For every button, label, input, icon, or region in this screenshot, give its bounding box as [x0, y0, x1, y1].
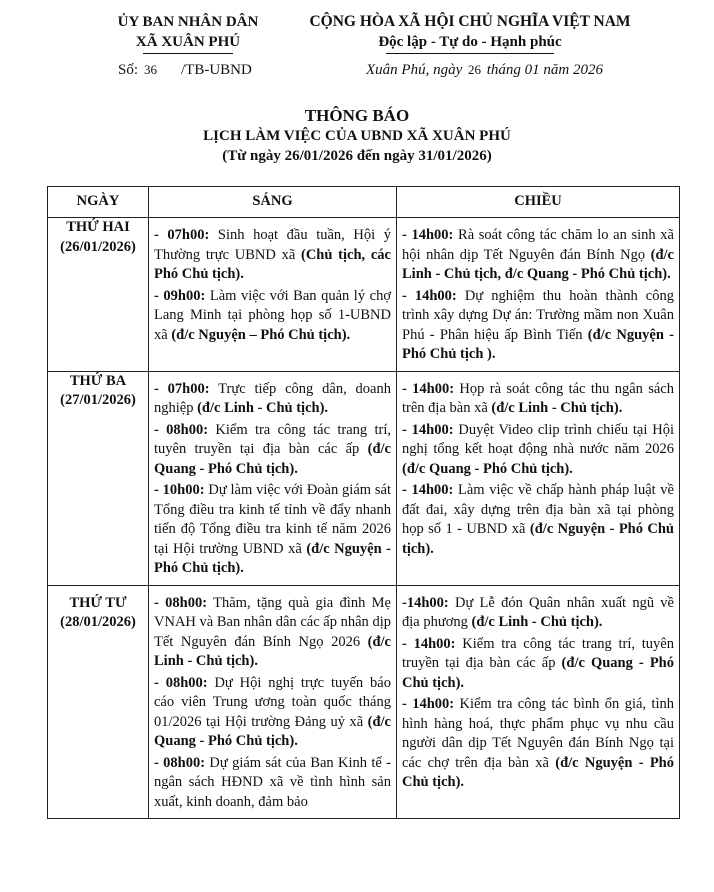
- item-time: - 10h00:: [154, 482, 205, 498]
- item-responsible: (đ/c Quang - Phó Chủ tịch).: [154, 441, 391, 477]
- item-responsible: (đ/c Nguyện – Phó Chủ tịch).: [171, 326, 351, 343]
- number-value: 36: [144, 62, 158, 77]
- schedule-item: [154, 754, 391, 813]
- item-text: Họp rà soát công tác thu ngân sách trên địa bàn xã: [402, 380, 674, 416]
- national-heading: [284, 12, 656, 54]
- item-time: - 09h00:: [154, 287, 206, 304]
- date-day: 26: [467, 62, 481, 77]
- item-text: Thăm, tặng quà gia đình Mẹ VNAH và Ban nhân dân các ấp nhân dịp Tết Nguyên đán Bính Ngọ 2026: [154, 594, 391, 650]
- table-row: [48, 585, 680, 819]
- day-cell: [48, 371, 149, 585]
- afternoon-cell: [397, 218, 680, 372]
- item-responsible: (đ/c Quang - Phó Chủ tịch).: [402, 460, 573, 477]
- item-time: - 14h00:: [402, 421, 454, 438]
- schedule-item: [402, 635, 674, 694]
- day-cell: [48, 585, 149, 819]
- number-label: Số:: [118, 62, 139, 78]
- date-month-year: tháng 01 năm 2026: [486, 62, 603, 78]
- schedule-item: [154, 481, 391, 579]
- motto-underline: [386, 53, 554, 54]
- item-text: Duyệt Video clip trình chiếu tại Hội nghị tổng kết hoạt động nhà nước năm 2026: [402, 421, 674, 457]
- document-title: [0, 106, 714, 166]
- item-time: - 07h00:: [154, 380, 210, 397]
- national-motto: Độc lập - Tự do - Hạnh phúc: [378, 34, 562, 50]
- item-time: - 14h00:: [402, 696, 455, 712]
- item-text: Kiểm tra công tác bình ổn giá, tình hình hàng hoá, thực phẩm phục vụ nhu cầu người dân dịp Tết Nguyên đán Bính Ngọ tại các chợ trên địa bàn xã: [402, 696, 674, 771]
- schedule-item: [154, 594, 391, 672]
- item-time: - 08h00:: [154, 594, 208, 611]
- day-date: (26/01/2026): [60, 238, 136, 255]
- day-date: (28/01/2026): [60, 614, 136, 630]
- item-text: Kiểm tra công tác trang trí, tuyên truyền tại địa bàn các ấp: [154, 421, 391, 457]
- schedule-item: [402, 481, 674, 559]
- item-time: - 14h00:: [402, 227, 454, 243]
- number-code: /TB-UBND: [181, 62, 252, 78]
- item-text: Dự giám sát của Ban Kinh tế - ngân sách HĐND xã về tình hình sản xuất, kinh doanh, đảm bảo: [154, 754, 391, 810]
- item-responsible: (đ/c Linh - Chủ tịch).: [491, 400, 623, 416]
- item-time: - 14h00:: [402, 635, 456, 652]
- item-time: - 14h00:: [402, 482, 454, 498]
- schedule-item: [402, 695, 674, 793]
- item-text: Dự nghiệm thu hoàn thành công trình xây dựng Dự án: Trường mầm non Xuân Phú - Phân hiệu ấp Bình Tiến: [402, 287, 674, 343]
- authority-line-1: ỦY BAN NHÂN DÂN: [117, 14, 259, 30]
- header-afternoon: CHIỀU: [397, 187, 680, 218]
- document-number: [118, 62, 252, 79]
- morning-cell: [149, 218, 397, 372]
- authority-underline: [143, 53, 233, 54]
- item-text: Dự Hội nghị trực tuyến báo cáo viên Trung ương toàn quốc tháng 01/2026 tại Hội trường Đảng uỷ xã: [154, 674, 391, 730]
- morning-cell: [149, 371, 397, 585]
- item-time: - 08h00:: [154, 421, 209, 438]
- item-responsible: (đ/c Linh - Chủ tịch).: [471, 614, 603, 630]
- title-date-range: (Từ ngày 26/01/2026 đến ngày 31/01/2026): [222, 148, 492, 164]
- item-text: Dự Lễ đón Quân nhân xuất ngũ về địa phương: [402, 594, 674, 630]
- item-text: Làm việc với Ban quản lý chợ Lang Minh tại phòng họp số 1-UBND xã: [154, 287, 391, 343]
- schedule-item: [402, 226, 674, 285]
- date-prefix: Xuân Phú, ngày: [366, 62, 463, 78]
- day-name: THỨ TƯ: [69, 594, 127, 611]
- schedule-item: [154, 380, 391, 419]
- country-name: CỘNG HÒA XÃ HỘI CHỦ NGHĨA VIỆT NAM: [309, 13, 631, 30]
- schedule-item: [402, 594, 674, 633]
- item-text: Trực tiếp công dân, doanh nghiệp: [154, 380, 391, 416]
- header-day: NGÀY: [48, 187, 149, 218]
- item-responsible: (đ/c Nguyện - Phó Chủ tịch).: [154, 540, 391, 576]
- morning-cell: [149, 585, 397, 819]
- schedule-item: [154, 226, 391, 285]
- day-name: THỨ BA: [69, 372, 127, 389]
- schedule-item: [402, 421, 674, 480]
- item-text: Làm việc về chấp hành pháp luật về đất đai, xây dựng trên địa bàn xã tại phòng họp số 1 - UBND xã: [402, 482, 674, 537]
- schedule-item: [402, 380, 674, 419]
- document-date: [366, 62, 603, 79]
- table-row: [48, 218, 680, 372]
- item-text: Sinh hoạt đầu tuần, Hội ý Thường trực UBND xã: [154, 227, 391, 263]
- schedule-item: [154, 674, 391, 752]
- item-text: Rà soát công tác chăm lo an sinh xã hội nhân dịp Tết Nguyên đán Bính Ngọ: [402, 227, 674, 263]
- issuing-authority: [88, 12, 288, 54]
- item-responsible: (đ/c Linh - Chủ tịch).: [197, 400, 329, 416]
- title-main: THÔNG BÁO: [304, 106, 410, 125]
- item-time: - 08h00:: [154, 754, 206, 771]
- day-cell: [48, 218, 149, 372]
- item-text: Dự làm việc với Đoàn giám sát Tổng điều tra kinh tế tỉnh về đẩy nhanh tiến độ Tổng điều tra kinh tế năm 2026 tại Hội trường UBND xã: [154, 482, 391, 557]
- schedule-item: [402, 287, 674, 365]
- item-responsible: (đ/c Quang - Phó Chủ tịch).: [154, 713, 391, 749]
- table-row: [48, 371, 680, 585]
- schedule-item: [154, 421, 391, 480]
- header-morning: SÁNG: [149, 187, 397, 218]
- item-responsible: (đ/c Linh - Chủ tịch).: [154, 633, 391, 669]
- afternoon-cell: [397, 371, 680, 585]
- schedule-item: [154, 287, 391, 346]
- item-responsible: (đ/c Nguyện - Phó Chủ tịch).: [402, 754, 674, 790]
- item-responsible: (đ/c Quang - Phó Chủ tịch).: [402, 655, 674, 691]
- item-time: - 14h00:: [402, 287, 457, 304]
- item-responsible: (đ/c Nguyện - Phó Chủ tịch).: [402, 521, 674, 557]
- item-text: Kiểm tra công tác trang trí, tuyên truyền tại địa bàn các ấp: [402, 635, 674, 671]
- afternoon-cell: [397, 585, 680, 819]
- item-time: - 14h00:: [402, 380, 455, 397]
- day-name: THỨ HAI: [66, 219, 130, 235]
- schedule-table: [47, 186, 680, 819]
- title-subtitle: LỊCH LÀM VIỆC CỦA UBND XÃ XUÂN PHÚ: [203, 128, 511, 144]
- item-responsible: (Chủ tịch, các Phó Chủ tịch).: [154, 246, 391, 282]
- item-time: -14h00:: [402, 594, 449, 611]
- item-time: - 08h00:: [154, 674, 208, 691]
- authority-line-2: XÃ XUÂN PHÚ: [135, 34, 241, 50]
- day-date: (27/01/2026): [60, 392, 136, 408]
- item-responsible: (đ/c Nguyện - Phó Chủ tịch ).: [402, 326, 674, 362]
- item-responsible: (đ/c Linh - Chủ tịch, đ/c Quang - Phó Chủ tịch).: [402, 246, 674, 282]
- table-header-row: [48, 187, 680, 218]
- item-time: - 07h00:: [154, 227, 210, 243]
